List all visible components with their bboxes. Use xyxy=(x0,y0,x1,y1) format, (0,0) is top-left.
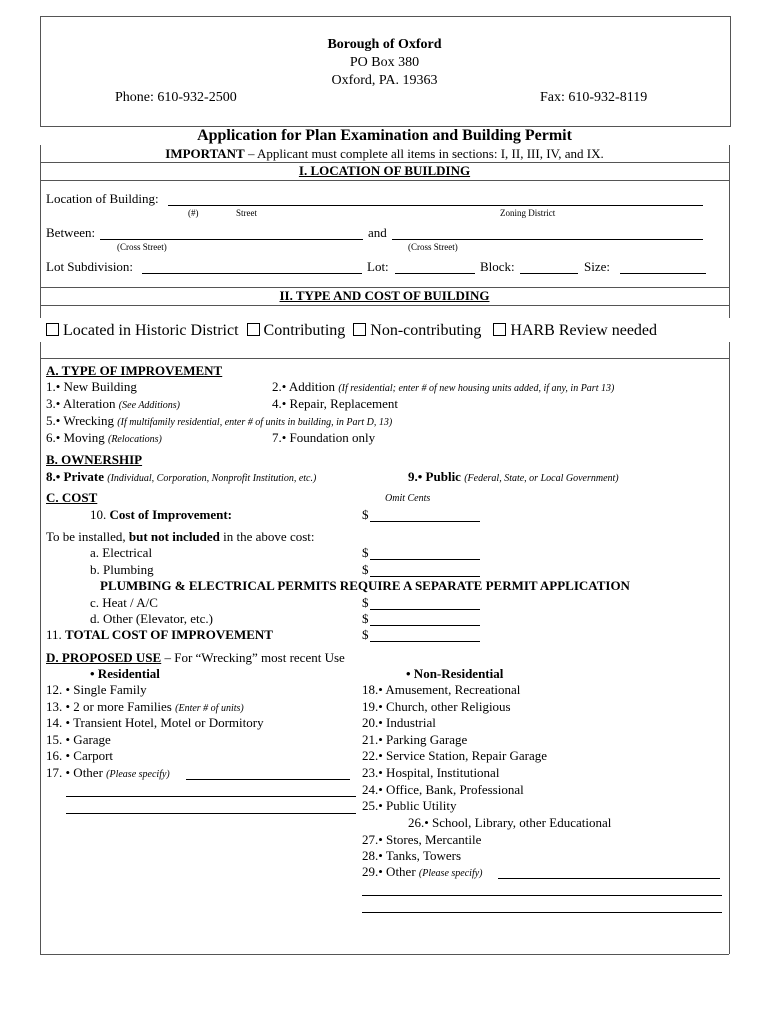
noncontributing-label: Non-contributing xyxy=(370,322,482,339)
lot-label: Lot: xyxy=(367,259,389,274)
dollar-other: $ xyxy=(362,611,369,626)
city-line: Oxford, PA. 19363 xyxy=(331,73,438,88)
cross-street-caption-2: (Cross Street) xyxy=(408,242,458,252)
partD-heading: D. PROPOSED USE xyxy=(46,650,162,665)
use-carport[interactable]: 16. • Carport xyxy=(46,748,114,763)
alteration-note: (See Additions) xyxy=(118,400,180,411)
dollar-total: $ xyxy=(362,627,369,642)
residential-heading: • Residential xyxy=(90,666,160,681)
between-input-2[interactable] xyxy=(392,225,703,240)
other-res-input-1[interactable] xyxy=(186,765,350,780)
harb-checkbox[interactable] xyxy=(493,323,506,336)
important-text: – Applicant must complete all items in sections: I, II, III, IV, and IX. xyxy=(244,146,604,161)
dollar-electrical: $ xyxy=(362,545,369,560)
lot-subdivision-input[interactable] xyxy=(142,259,362,274)
plumbing-label: b. Plumbing xyxy=(90,562,154,577)
other-res-input-3[interactable] xyxy=(66,799,356,814)
size-label: Size: xyxy=(584,259,610,274)
frame-left-bottom xyxy=(40,342,41,954)
block-input[interactable] xyxy=(520,259,578,274)
plumbing-input[interactable] xyxy=(370,562,480,577)
private-label: 8.• Private xyxy=(46,469,104,484)
block-label: Block: xyxy=(480,259,515,274)
use-other-nonresidential[interactable] xyxy=(362,864,483,880)
option-wrecking[interactable] xyxy=(46,413,392,429)
private-note: (Individual, Corporation, Nonprofit Institution, etc.) xyxy=(107,473,317,484)
other-nonres-input-1[interactable] xyxy=(498,864,720,879)
use-public-utility[interactable]: 25.• Public Utility xyxy=(362,798,457,813)
location-row xyxy=(46,191,159,207)
option-private[interactable] xyxy=(46,469,316,485)
other-cost-label: d. Other (Elevator, etc.) xyxy=(90,611,213,626)
other-res-note: (Please specify) xyxy=(106,769,170,780)
cross-street-caption-1: (Cross Street) xyxy=(117,242,167,252)
installed-bold: but not included xyxy=(128,529,220,544)
total-cost-row xyxy=(46,627,273,643)
contributing-checkbox[interactable] xyxy=(247,323,260,336)
multi-family-label: 13. • 2 or more Families xyxy=(46,699,172,714)
between-label: Between: xyxy=(46,225,96,240)
option-repair[interactable]: 4.• Repair, Replacement xyxy=(272,396,399,411)
use-parking-garage[interactable]: 21.• Parking Garage xyxy=(362,732,468,747)
section1-heading: I. LOCATION OF BUILDING xyxy=(298,163,471,178)
installed-pre: To be installed, xyxy=(46,529,129,544)
partD-heading-note: – For “Wrecking” most recent Use xyxy=(161,650,345,665)
use-hospital[interactable]: 23.• Hospital, Institutional xyxy=(362,765,500,780)
lot-input[interactable] xyxy=(395,259,475,274)
other-cost-input[interactable] xyxy=(370,611,480,626)
use-industrial[interactable]: 20.• Industrial xyxy=(362,715,436,730)
other-nonres-input-2[interactable] xyxy=(362,881,722,896)
moving-label: 6.• Moving xyxy=(46,430,105,445)
heat-input[interactable] xyxy=(370,595,480,610)
use-amusement[interactable]: 18.• Amusement, Recreational xyxy=(362,682,521,697)
multi-family-note: (Enter # of units) xyxy=(175,703,244,714)
lot-subdivision-label: Lot Subdivision: xyxy=(46,259,134,274)
other-nonres-label: 29.• Other xyxy=(362,864,416,879)
frame-bottom xyxy=(40,954,729,955)
frame-right-top xyxy=(729,145,730,318)
and-label: and xyxy=(368,225,387,240)
cost-num: 10. xyxy=(90,507,107,522)
public-note: (Federal, State, or Local Government) xyxy=(464,473,619,484)
cost-of-improvement-row xyxy=(90,507,232,523)
harb-label: HARB Review needed xyxy=(510,322,658,339)
alteration-label: 3.• Alteration xyxy=(46,396,116,411)
rule-lower-top xyxy=(40,358,729,359)
public-label: 9.• Public xyxy=(408,469,461,484)
total-cost-input[interactable] xyxy=(370,627,480,642)
cost-label: Cost of Improvement: xyxy=(109,507,233,522)
location-label: Location of Building: xyxy=(46,191,159,206)
wrecking-label: 5.• Wrecking xyxy=(46,413,115,428)
option-new-building[interactable]: 1.• New Building xyxy=(46,379,137,394)
po-box: PO Box 380 xyxy=(349,55,420,70)
nonresidential-heading: • Non-Residential xyxy=(406,666,504,681)
addition-note: (If residential; enter # of new housing units added, if any, in Part 13) xyxy=(338,383,615,394)
other-res-label: 17. • Other xyxy=(46,765,103,780)
electrical-input[interactable] xyxy=(370,545,480,560)
section2-heading: II. TYPE AND COST OF BUILDING xyxy=(279,288,490,303)
heat-label: c. Heat / A/C xyxy=(90,595,158,610)
installed-note xyxy=(46,529,315,545)
header-box xyxy=(40,16,731,127)
frame-right-bottom xyxy=(729,342,730,954)
other-nonres-input-3[interactable] xyxy=(362,898,722,913)
use-service-station[interactable]: 22.• Service Station, Repair Garage xyxy=(362,748,548,763)
use-multi-family[interactable] xyxy=(46,699,244,715)
use-single-family[interactable]: 12. • Single Family xyxy=(46,682,147,697)
electrical-label: a. Electrical xyxy=(90,545,153,560)
use-school[interactable]: 26.• School, Library, other Educational xyxy=(408,815,612,830)
dollar-cost: $ xyxy=(362,507,369,522)
option-alteration[interactable] xyxy=(46,396,180,412)
historic-label: Located in Historic District xyxy=(63,322,239,339)
use-tanks[interactable]: 28.• Tanks, Towers xyxy=(362,848,462,863)
phone-number: Phone: 610-932-2500 xyxy=(115,90,237,105)
cost-input[interactable] xyxy=(370,507,480,522)
important-label: IMPORTANT xyxy=(165,146,245,161)
partD-heading-row xyxy=(46,650,345,666)
option-moving[interactable] xyxy=(46,430,162,446)
omit-cents-note: Omit Cents xyxy=(385,493,431,504)
dollar-heat: $ xyxy=(362,595,369,610)
total-num: 11. xyxy=(46,627,62,642)
street-caption: Street xyxy=(236,208,257,218)
addition-label: 2.• Addition xyxy=(272,379,336,394)
partB-heading: B. OWNERSHIP xyxy=(46,452,143,467)
permits-note: PLUMBING & ELECTRICAL PERMITS REQUIRE A SEPARATE PERMIT APPLICATION xyxy=(100,578,630,593)
option-foundation[interactable]: 7.• Foundation only xyxy=(272,430,376,445)
rule-section2-head xyxy=(40,305,729,306)
historic-row xyxy=(46,322,657,340)
rule-section1-head xyxy=(40,180,729,181)
other-nonres-note: (Please specify) xyxy=(418,868,483,879)
use-office[interactable]: 24.• Office, Bank, Professional xyxy=(362,782,524,797)
option-addition[interactable] xyxy=(272,379,614,395)
important-note xyxy=(40,146,729,162)
partA-heading: A. TYPE OF IMPROVEMENT xyxy=(46,363,223,378)
installed-post: in the above cost: xyxy=(219,529,315,544)
hash-caption: (#) xyxy=(188,208,199,218)
partC-heading: C. COST xyxy=(46,490,98,505)
historic-checkbox[interactable] xyxy=(46,323,59,336)
use-garage[interactable]: 15. • Garage xyxy=(46,732,111,747)
use-other-residential[interactable] xyxy=(46,765,170,781)
contributing-label: Contributing xyxy=(263,322,346,339)
size-input[interactable] xyxy=(620,259,706,274)
fax-number: Fax: 610-932-8119 xyxy=(540,90,648,105)
zoning-caption: Zoning District xyxy=(500,208,556,218)
dollar-plumbing: $ xyxy=(362,562,369,577)
moving-note: (Relocations) xyxy=(107,434,162,445)
form-title: Application for Plan Examination and Building Permit xyxy=(197,127,572,144)
noncontributing-checkbox[interactable] xyxy=(353,323,366,336)
use-church[interactable]: 19.• Church, other Religious xyxy=(362,699,511,714)
wrecking-note: (If multifamily residential, enter # of units in building, in Part D, 13) xyxy=(117,417,393,428)
total-label: TOTAL COST OF IMPROVEMENT xyxy=(65,627,273,642)
other-res-input-2[interactable] xyxy=(66,782,356,797)
location-input[interactable] xyxy=(168,191,703,206)
between-input-1[interactable] xyxy=(100,225,363,240)
org-name: Borough of Oxford xyxy=(327,37,442,52)
option-public[interactable] xyxy=(408,469,619,485)
use-hotel[interactable]: 14. • Transient Hotel, Motel or Dormitory xyxy=(46,715,264,730)
use-stores[interactable]: 27.• Stores, Mercantile xyxy=(362,832,482,847)
